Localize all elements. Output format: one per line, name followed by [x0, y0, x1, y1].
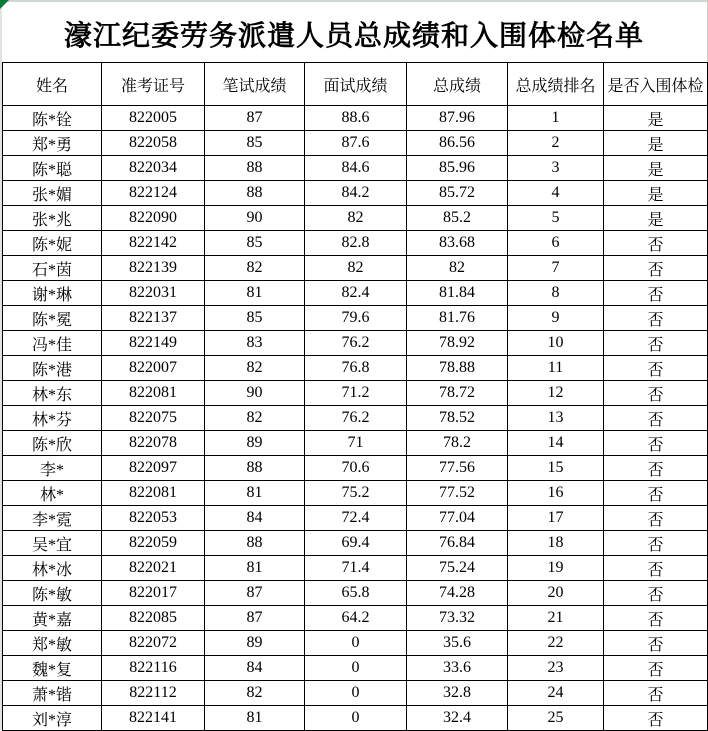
- table-cell: 张*兆: [3, 206, 102, 231]
- table-cell: 15: [508, 456, 604, 481]
- table-cell: 1: [508, 106, 604, 131]
- table-cell: 82: [305, 256, 407, 281]
- table-cell: 822124: [102, 181, 205, 206]
- table-cell: 0: [305, 706, 407, 731]
- table-cell: 9: [508, 306, 604, 331]
- table-cell: 85.96: [407, 156, 508, 181]
- table-cell: 陈*聪: [3, 156, 102, 181]
- table-cell: 24: [508, 681, 604, 706]
- table-cell: 20: [508, 581, 604, 606]
- table-cell: 69.4: [305, 531, 407, 556]
- table-cell: 32.8: [407, 681, 508, 706]
- table-cell: 70.6: [305, 456, 407, 481]
- table-row: [3, 706, 708, 731]
- table-cell: 76.2: [305, 406, 407, 431]
- table-cell: 76.84: [407, 531, 508, 556]
- table-cell: 35.6: [407, 631, 508, 656]
- table-cell: 14: [508, 431, 604, 456]
- table-cell: 822112: [102, 681, 205, 706]
- table-cell: 79.6: [305, 306, 407, 331]
- table-cell: 郑*敏: [3, 631, 102, 656]
- table-cell: 78.52: [407, 406, 508, 431]
- table-cell: 82: [205, 681, 305, 706]
- table-cell: 85: [205, 306, 305, 331]
- table-cell: 65.8: [305, 581, 407, 606]
- table-cell: 75.24: [407, 556, 508, 581]
- table-header-row: [3, 63, 708, 106]
- table-cell: 刘*淳: [3, 706, 102, 731]
- table-cell: 是: [604, 181, 708, 206]
- table-cell: 822059: [102, 531, 205, 556]
- table-cell: 否: [604, 481, 708, 506]
- table-cell: 81: [205, 281, 305, 306]
- table-cell: 822031: [102, 281, 205, 306]
- table-cell: 78.88: [407, 356, 508, 381]
- table-cell: 822053: [102, 506, 205, 531]
- table-cell: 陈*敏: [3, 581, 102, 606]
- column-header-1: 姓名: [3, 63, 102, 106]
- table-cell: 822072: [102, 631, 205, 656]
- table-cell: 否: [604, 256, 708, 281]
- table-row: [3, 481, 708, 506]
- table-cell: 18: [508, 531, 604, 556]
- table-cell: 是: [604, 131, 708, 156]
- column-header-3: 笔试成绩: [205, 63, 305, 106]
- table-cell: 7: [508, 256, 604, 281]
- table-cell: 12: [508, 381, 604, 406]
- table-cell: 否: [604, 606, 708, 631]
- table-cell: 71.2: [305, 381, 407, 406]
- table-row: [3, 506, 708, 531]
- results-table: [2, 62, 708, 731]
- table-row: [3, 681, 708, 706]
- table-row: [3, 606, 708, 631]
- column-header-2: 准考证号: [102, 63, 205, 106]
- table-cell: 82.8: [305, 231, 407, 256]
- table-cell: 77.04: [407, 506, 508, 531]
- table-cell: 90: [205, 381, 305, 406]
- table-row: [3, 256, 708, 281]
- table-cell: 81: [205, 706, 305, 731]
- table-cell: 25: [508, 706, 604, 731]
- table-cell: 85.72: [407, 181, 508, 206]
- table-cell: 88: [205, 531, 305, 556]
- table-cell: 85.2: [407, 206, 508, 231]
- table-cell: 否: [604, 281, 708, 306]
- table-cell: 10: [508, 331, 604, 356]
- table-cell: 李*霓: [3, 506, 102, 531]
- table-cell: 822085: [102, 606, 205, 631]
- table-cell: 否: [604, 456, 708, 481]
- table-row: [3, 381, 708, 406]
- table-cell: 822090: [102, 206, 205, 231]
- table-row: [3, 231, 708, 256]
- table-cell: 是: [604, 206, 708, 231]
- table-cell: 78.2: [407, 431, 508, 456]
- table-cell: 16: [508, 481, 604, 506]
- table-cell: 郑*勇: [3, 131, 102, 156]
- table-row: [3, 356, 708, 381]
- table-row: [3, 281, 708, 306]
- table-cell: 87.6: [305, 131, 407, 156]
- table-cell: 822017: [102, 581, 205, 606]
- table-cell: 陈*冕: [3, 306, 102, 331]
- table-cell: 822078: [102, 431, 205, 456]
- column-header-7: 是否入围体检: [604, 63, 708, 106]
- table-cell: 否: [604, 706, 708, 731]
- table-cell: 林*冰: [3, 556, 102, 581]
- table-cell: 否: [604, 356, 708, 381]
- table-cell: 81: [205, 481, 305, 506]
- table-cell: 否: [604, 581, 708, 606]
- table-cell: 0: [305, 631, 407, 656]
- table-cell: 822021: [102, 556, 205, 581]
- table-cell: 89: [205, 431, 305, 456]
- table-cell: 否: [604, 381, 708, 406]
- table-cell: 5: [508, 206, 604, 231]
- sheet-top-edge-line: [0, 0, 708, 2]
- table-row: [3, 556, 708, 581]
- table-cell: 否: [604, 331, 708, 356]
- table-cell: 张*媚: [3, 181, 102, 206]
- column-header-4: 面试成绩: [305, 63, 407, 106]
- table-cell: 4: [508, 181, 604, 206]
- table-cell: 822081: [102, 381, 205, 406]
- table-cell: 89: [205, 631, 305, 656]
- table-cell: 84: [205, 506, 305, 531]
- table-cell: 88: [205, 181, 305, 206]
- table-row: [3, 306, 708, 331]
- table-cell: 75.2: [305, 481, 407, 506]
- page-title: 濠江纪委劳务派遣人员总成绩和入围体检名单: [63, 20, 644, 51]
- table-cell: 否: [604, 431, 708, 456]
- table-row: [3, 181, 708, 206]
- table-cell: 84: [205, 656, 305, 681]
- table-cell: 吴*宜: [3, 531, 102, 556]
- table-cell: 81.76: [407, 306, 508, 331]
- table-cell: 85: [205, 231, 305, 256]
- table-cell: 魏*复: [3, 656, 102, 681]
- table-cell: 88.6: [305, 106, 407, 131]
- table-cell: 87: [205, 106, 305, 131]
- table-cell: 74.28: [407, 581, 508, 606]
- table-cell: 6: [508, 231, 604, 256]
- table-row: [3, 456, 708, 481]
- table-row: [3, 406, 708, 431]
- table-row: [3, 656, 708, 681]
- table-cell: 否: [604, 681, 708, 706]
- table-cell: 88: [205, 456, 305, 481]
- table-cell: 21: [508, 606, 604, 631]
- table-cell: 谢*琳: [3, 281, 102, 306]
- table-cell: 822034: [102, 156, 205, 181]
- table-cell: 陈*妮: [3, 231, 102, 256]
- table-cell: 32.4: [407, 706, 508, 731]
- table-cell: 76.8: [305, 356, 407, 381]
- table-row: [3, 431, 708, 456]
- table-row: [3, 106, 708, 131]
- table-cell: 林*东: [3, 381, 102, 406]
- table-cell: 0: [305, 656, 407, 681]
- column-header-6: 总成绩排名: [508, 63, 604, 106]
- table-cell: 822116: [102, 656, 205, 681]
- table-cell: 73.32: [407, 606, 508, 631]
- table-cell: 陈*欣: [3, 431, 102, 456]
- table-cell: 萧*锴: [3, 681, 102, 706]
- table-cell: 822097: [102, 456, 205, 481]
- table-cell: 否: [604, 556, 708, 581]
- table-cell: 87: [205, 606, 305, 631]
- table-cell: 81.84: [407, 281, 508, 306]
- table-cell: 2: [508, 131, 604, 156]
- table-cell: 822139: [102, 256, 205, 281]
- table-cell: 陈*港: [3, 356, 102, 381]
- table-cell: 冯*佳: [3, 331, 102, 356]
- table-cell: 林*: [3, 481, 102, 506]
- table-cell: 19: [508, 556, 604, 581]
- table-cell: 822075: [102, 406, 205, 431]
- table-cell: 82: [205, 406, 305, 431]
- table-cell: 88: [205, 156, 305, 181]
- table-cell: 822005: [102, 106, 205, 131]
- table-cell: 77.52: [407, 481, 508, 506]
- table-row: [3, 581, 708, 606]
- table-cell: 90: [205, 206, 305, 231]
- table-cell: 82: [205, 256, 305, 281]
- table-row: [3, 156, 708, 181]
- table-cell: 71.4: [305, 556, 407, 581]
- table-cell: 否: [604, 406, 708, 431]
- table-cell: 否: [604, 631, 708, 656]
- table-cell: 87: [205, 581, 305, 606]
- table-cell: 78.92: [407, 331, 508, 356]
- table-cell: 否: [604, 506, 708, 531]
- table-cell: 822137: [102, 306, 205, 331]
- table-cell: 82: [305, 206, 407, 231]
- table-cell: 13: [508, 406, 604, 431]
- table-cell: 76.2: [305, 331, 407, 356]
- column-header-5: 总成绩: [407, 63, 508, 106]
- table-cell: 是: [604, 106, 708, 131]
- table-cell: 822058: [102, 131, 205, 156]
- table-cell: 84.2: [305, 181, 407, 206]
- table-cell: 林*芬: [3, 406, 102, 431]
- table-cell: 82.4: [305, 281, 407, 306]
- table-cell: 822149: [102, 331, 205, 356]
- table-cell: 否: [604, 231, 708, 256]
- table-cell: 22: [508, 631, 604, 656]
- table-cell: 78.72: [407, 381, 508, 406]
- table-cell: 87.96: [407, 106, 508, 131]
- table-cell: 23: [508, 656, 604, 681]
- table-cell: 陈*铨: [3, 106, 102, 131]
- table-cell: 8: [508, 281, 604, 306]
- table-cell: 33.6: [407, 656, 508, 681]
- table-row: [3, 631, 708, 656]
- table-cell: 64.2: [305, 606, 407, 631]
- table-cell: 石*茵: [3, 256, 102, 281]
- table-row: [3, 531, 708, 556]
- table-cell: 82: [407, 256, 508, 281]
- table-cell: 否: [604, 531, 708, 556]
- table-cell: 822142: [102, 231, 205, 256]
- table-cell: 李*: [3, 456, 102, 481]
- table-cell: 11: [508, 356, 604, 381]
- table-cell: 0: [305, 681, 407, 706]
- table-row: [3, 131, 708, 156]
- table-cell: 86.56: [407, 131, 508, 156]
- table-cell: 81: [205, 556, 305, 581]
- table-row: [3, 331, 708, 356]
- table-cell: 否: [604, 306, 708, 331]
- table-cell: 83: [205, 331, 305, 356]
- table-cell: 85: [205, 131, 305, 156]
- table-cell: 84.6: [305, 156, 407, 181]
- table-cell: 83.68: [407, 231, 508, 256]
- table-cell: 3: [508, 156, 604, 181]
- table-cell: 822081: [102, 481, 205, 506]
- table-cell: 77.56: [407, 456, 508, 481]
- table-row: [3, 206, 708, 231]
- table-cell: 黄*嘉: [3, 606, 102, 631]
- table-cell: 822007: [102, 356, 205, 381]
- table-cell: 否: [604, 656, 708, 681]
- table-cell: 71: [305, 431, 407, 456]
- table-cell: 是: [604, 156, 708, 181]
- table-cell: 82: [205, 356, 305, 381]
- table-cell: 72.4: [305, 506, 407, 531]
- table-cell: 17: [508, 506, 604, 531]
- table-cell: 822141: [102, 706, 205, 731]
